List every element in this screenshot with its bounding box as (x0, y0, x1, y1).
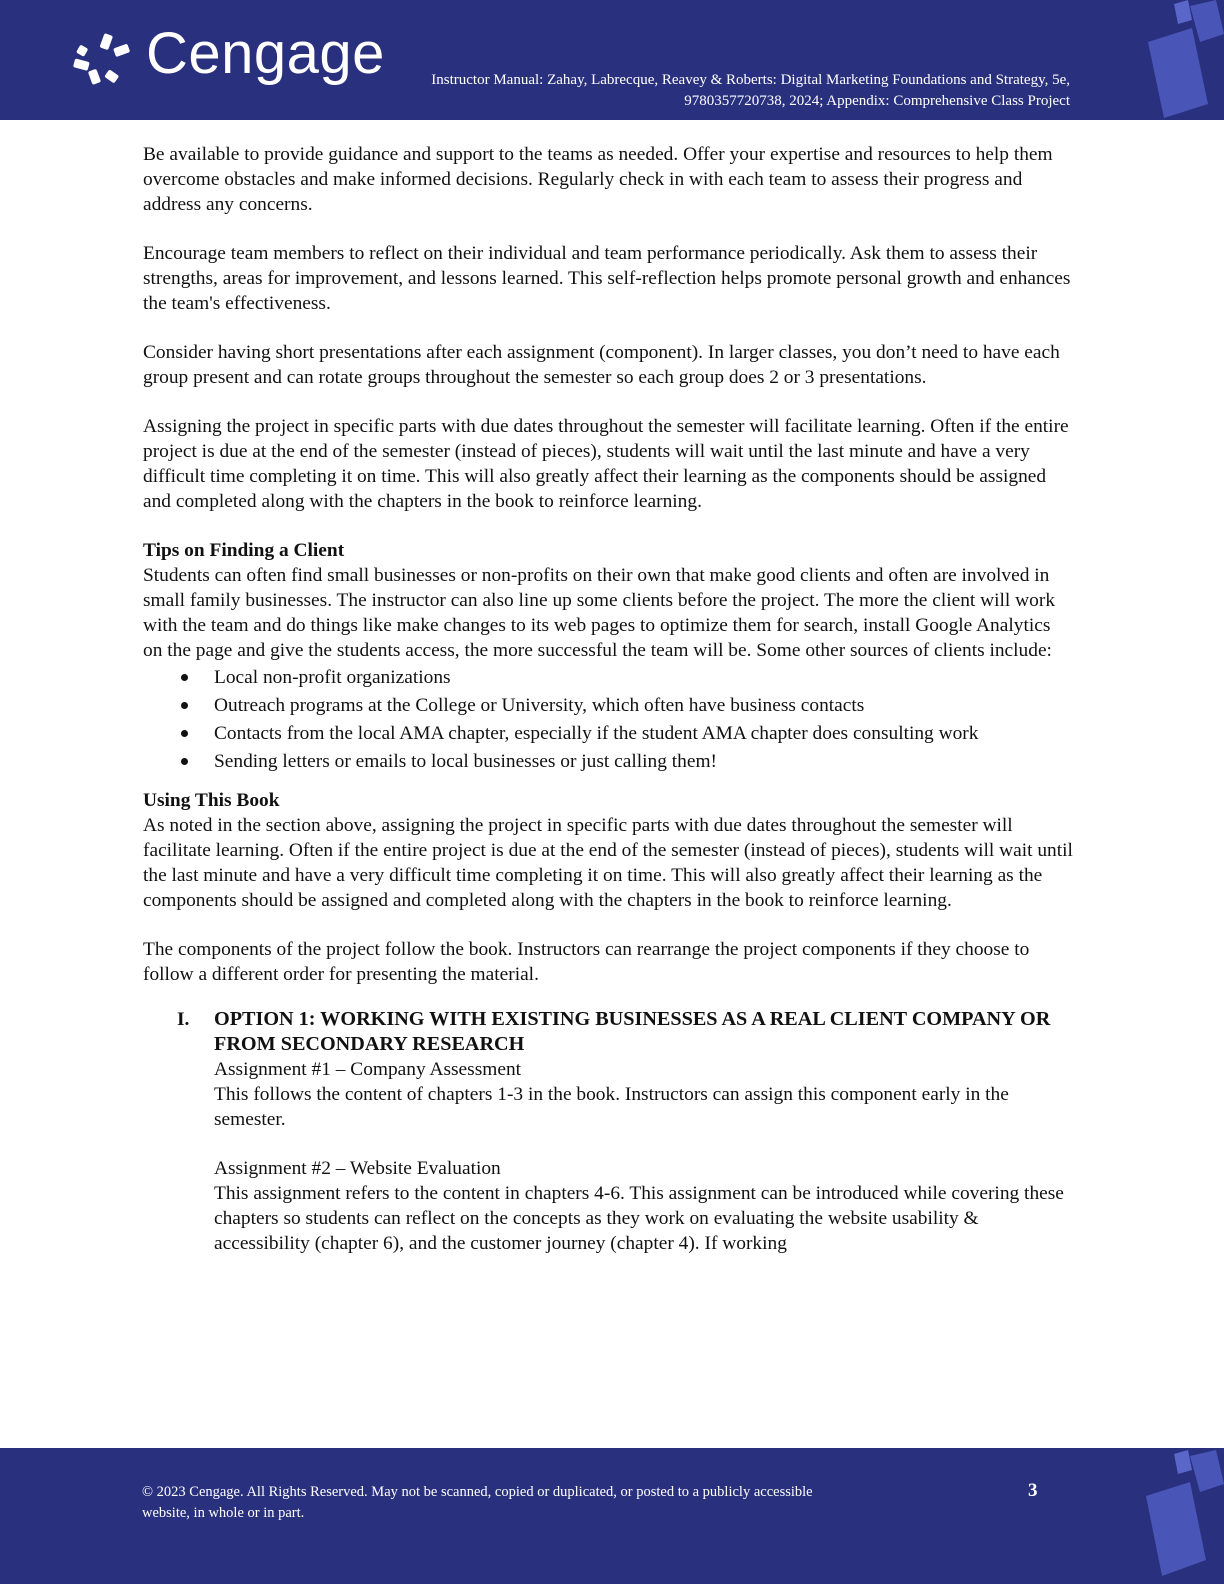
assignment-1-text: This follows the content of chapters 1-3 in the book. Instructors can assign this component early in the semester. (214, 1084, 1009, 1130)
assignment-2-text: This assignment refers to the content in chapters 4-6. This assignment can be introduced while covering these chapters so students can reflect on the concepts as they work on evaluating the website usability & accessibility (chapter 6), and the customer journey (chapter 4). If working (214, 1183, 1064, 1254)
bullet-icon (181, 674, 188, 681)
option-1-title: OPTION 1: WORKING WITH EXISTING BUSINESSES AS A REAL CLIENT COMPANY OR FROM SECONDARY RESEARCH (214, 1008, 1051, 1055)
page-header (0, 0, 1224, 120)
header-decoration-icon (1140, 0, 1224, 120)
paragraph-assigning-parts: Assigning the project in specific parts with due dates throughout the semester will facilitate learning. Often if the entire project is due at the end of the semester (instead of pieces), students will wait until the last minute and have a very difficult time completing it on time. This will also greatly affect their learning as the components should be assigned and completed along with the chapters in the book to reinforce learning. (143, 416, 1069, 512)
bullet-icon (181, 730, 188, 737)
page-number: 3 (1028, 1480, 1038, 1501)
assignment-2-title: Assignment #2 – Website Evaluation (214, 1158, 501, 1179)
outline-number: I. (177, 1009, 190, 1030)
header-citation-line-1: Instructor Manual: Zahay, Labrecque, Reavey & Roberts: Digital Marketing Foundations and Strategy, 5e, (431, 72, 1070, 88)
paragraph-tips: Students can often find small businesses or non-profits on their own that make good clients and often are involved in small family businesses. The instructor can also line up some clients before the project. The more the client will work with the team and do things like make changes to its web pages to optimize them for search, install Google Analytics on the page and give the students access, the more successful the team will be. Some other sources of clients include: (143, 565, 1056, 661)
heading-tips-finding-client: Tips on Finding a Client (143, 540, 345, 561)
page-content (143, 142, 1073, 1256)
bullet-icon (181, 758, 188, 765)
page-footer (0, 1448, 1224, 1584)
header-citation-line-2: 9780357720738, 2024; Appendix: Comprehensive Class Project (684, 93, 1070, 109)
footer-decoration-icon (1140, 1448, 1224, 1584)
paragraph-using-book-2: The components of the project follow the book. Instructors can rearrange the project components if they choose to follow a different order for presenting the material. (143, 939, 1030, 985)
paragraph-using-book-1: As noted in the section above, assigning the project in specific parts with due dates throughout the semester will facilitate learning. Often if the entire project is due at the end of the semester (instead of pieces), students will wait until the last minute and have a very difficult time completing it on time. This will also greatly affect their learning as the components should be assigned and completed along with the chapters in the book to reinforce learning. (143, 815, 1073, 911)
copyright-notice: © 2023 Cengage. All Rights Reserved. May not be scanned, copied or duplicated, or posted to a publicly accessible website, in whole or in part. (142, 1484, 813, 1521)
header-citation (310, 70, 1070, 112)
paragraph-reflection: Encourage team members to reflect on their individual and team performance periodically. Ask them to assess their strengths, areas for improvement, and lessons learned. This self-reflection helps promote personal growth and enhances the team's effectiveness. (143, 243, 1071, 314)
list-item: Sending letters or emails to local businesses or just calling them! (143, 749, 1073, 774)
paragraph-presentations: Consider having short presentations after each assignment (component). In larger classes, you don’t need to have each group present and can rotate groups throughout the semester so each group does 2 or 3 presentations. (143, 342, 1060, 388)
client-sources-list (143, 665, 1073, 774)
list-item: Local non-profit organizations (143, 665, 1073, 690)
bullet-icon (181, 702, 188, 709)
option-1-section (143, 1007, 1073, 1256)
list-item: Outreach programs at the College or University, which often have business contacts (143, 693, 1073, 718)
brand-name: Cengage (146, 21, 385, 86)
heading-using-this-book: Using This Book (143, 790, 280, 811)
list-item: Contacts from the local AMA chapter, especially if the student AMA chapter does consulting work (143, 721, 1073, 746)
cengage-mark-icon (72, 32, 134, 88)
assignment-1-title: Assignment #1 – Company Assessment (214, 1059, 522, 1080)
paragraph-guidance: Be available to provide guidance and support to the teams as needed. Offer your expertise and resources to help them overcome obstacles and make informed decisions. Regularly check in with each team to assess their progress and address any concerns. (143, 144, 1053, 215)
